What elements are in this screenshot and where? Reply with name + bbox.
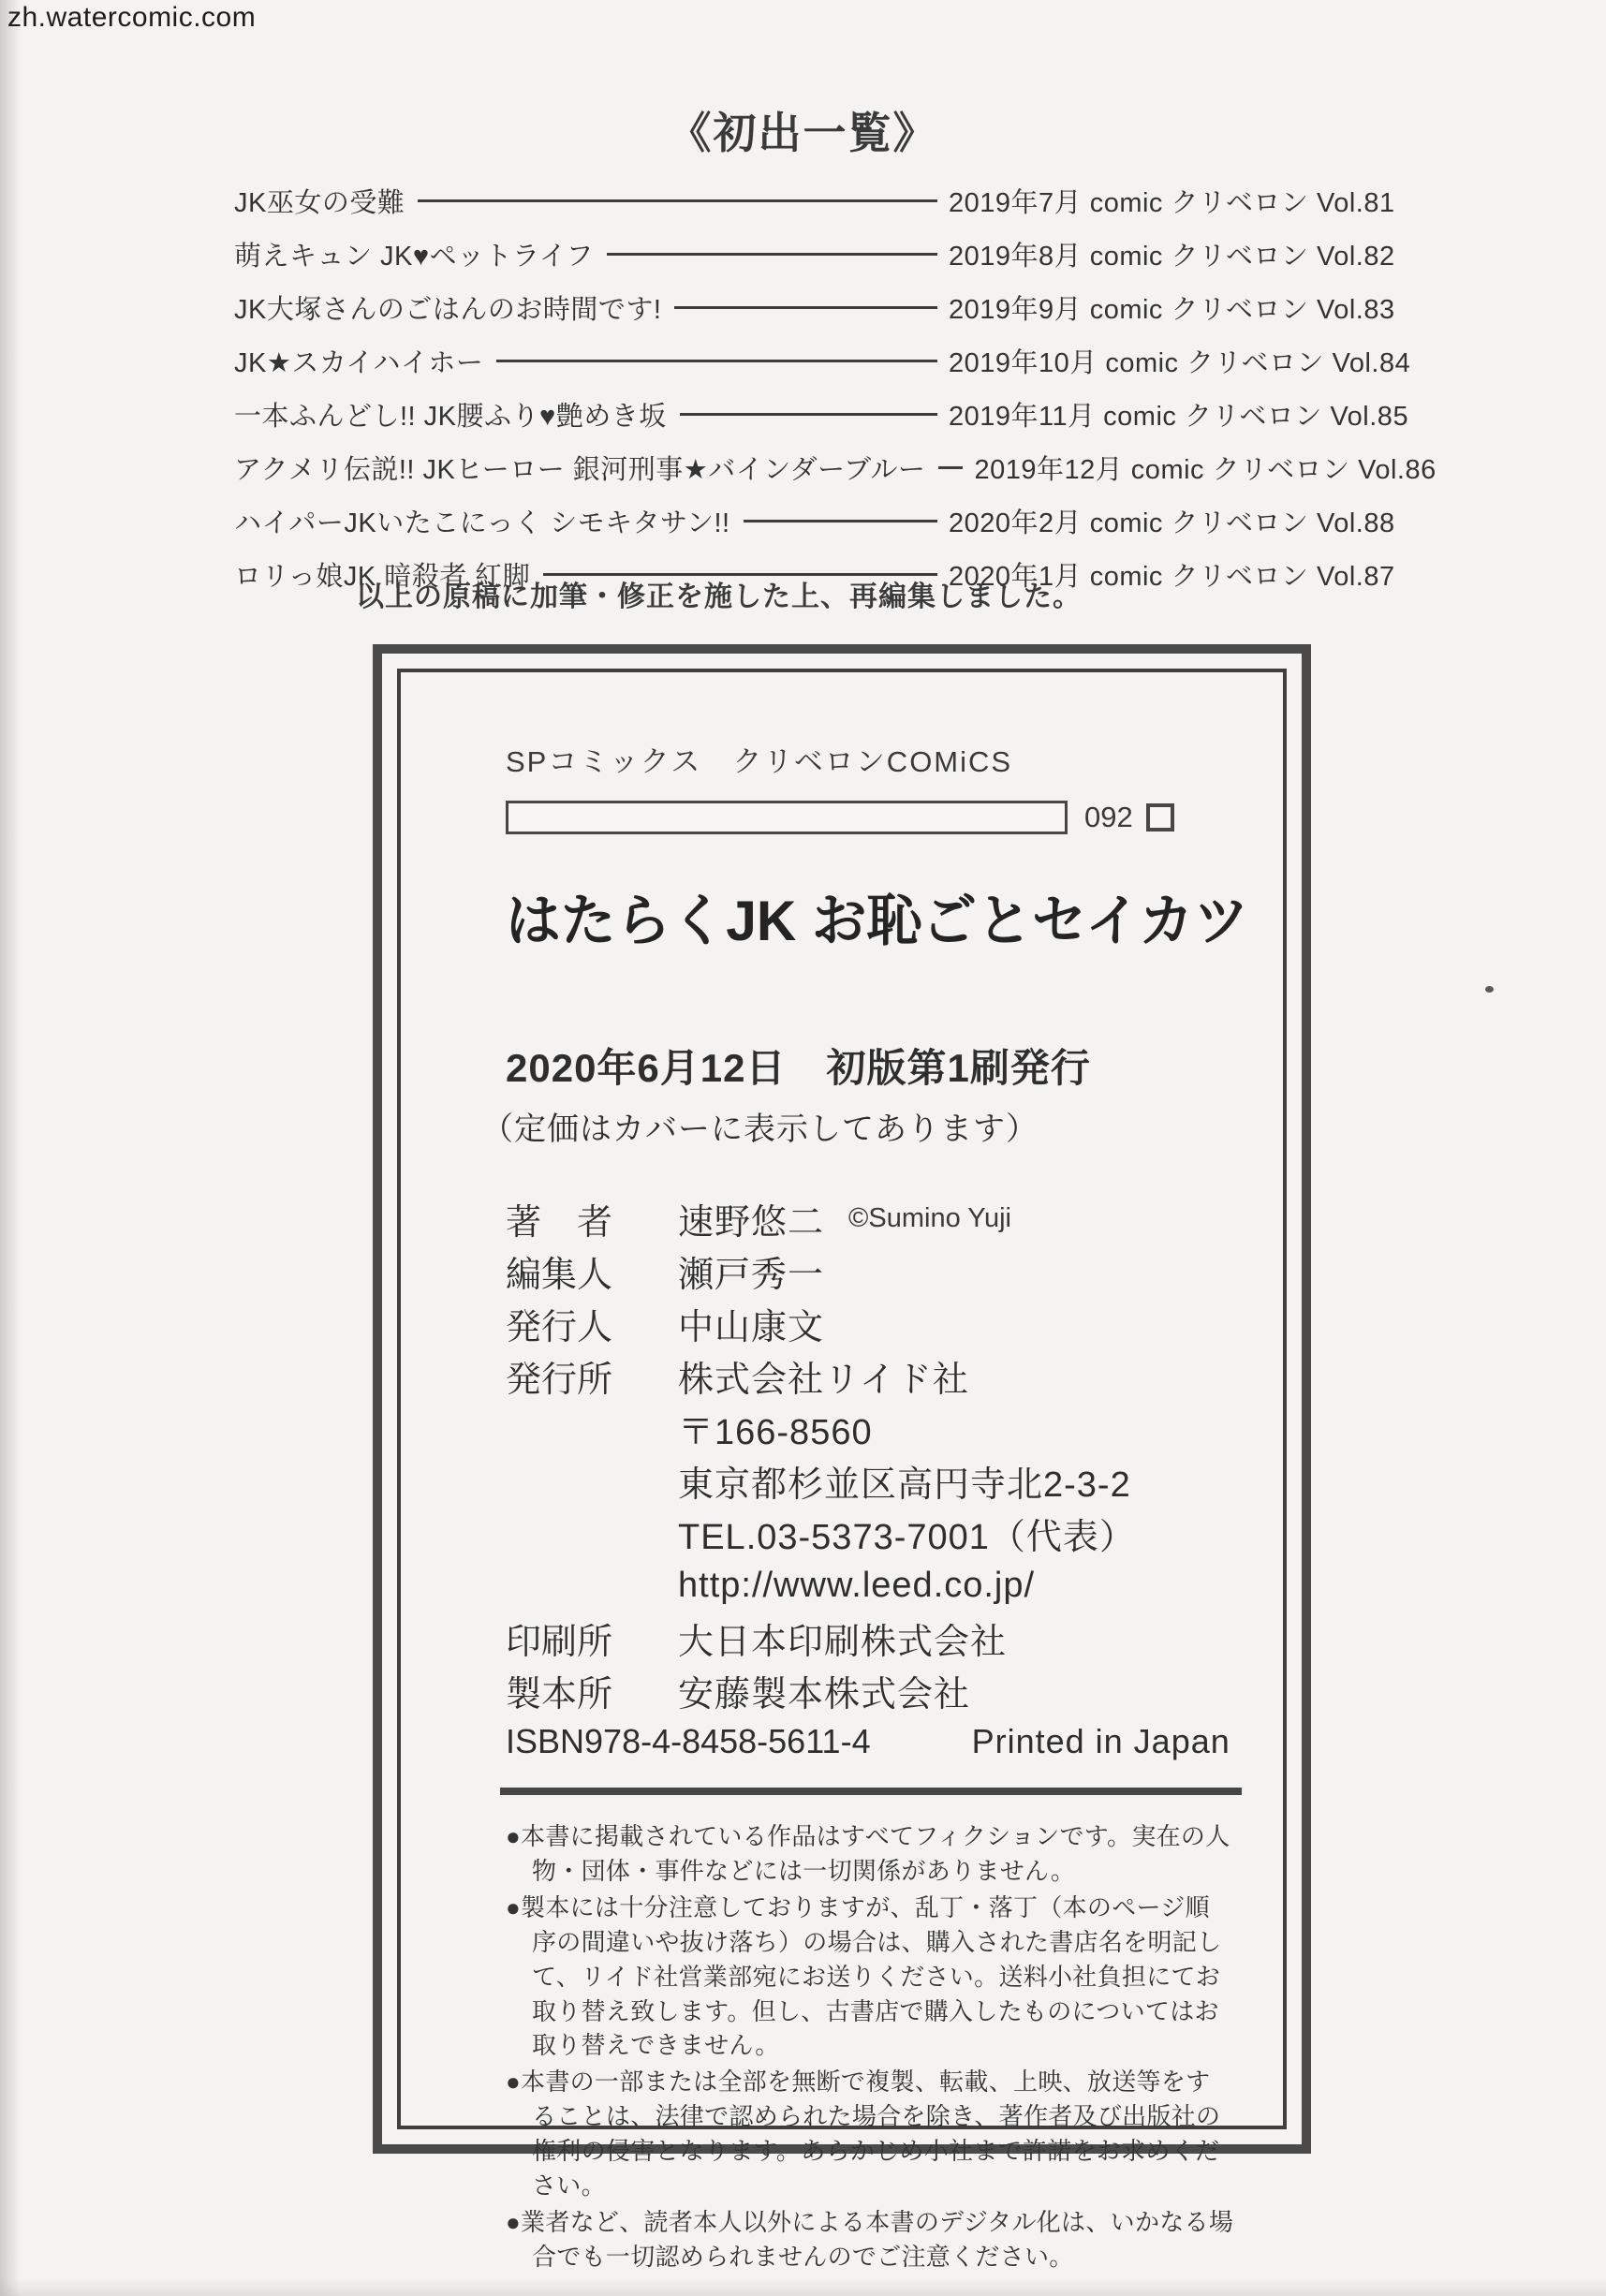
credit-label: 発行所 [506,1360,613,1400]
credit-label: 発行人 [506,1307,613,1347]
first-publication-list-title: 《初出一覧》 [668,109,938,157]
catalog-number: 092 [1084,801,1133,833]
first-publication-list [234,174,1437,601]
credit-row-telephone [506,1507,1242,1559]
credit-row-author [506,1192,1242,1244]
catalog-code-row [506,801,1242,834]
credit-value: 中山康文 [678,1307,825,1347]
chapter-source: 2019年11月 comic クリベロン Vol.85 [949,402,1409,432]
credit-value: 〒166-8560 [678,1412,873,1452]
notice-digitization: ● 業者など、読者本人以外による本書のデジタル化は、いかなる場合でも一切認められませんのでご注意ください。 [506,2205,1234,2274]
chapter-source: 2019年9月 comic クリベロン Vol.83 [949,295,1395,325]
colophon-box [373,644,1311,2271]
price-note: （定価はカバーに表示してあります） [481,1111,1039,1147]
list-item [234,388,1409,441]
leader-line [674,306,937,309]
isbn-row [506,1722,1242,1761]
checkbox-mark [1146,803,1174,832]
chapter-source: 2019年10月 comic クリベロン Vol.84 [949,348,1411,378]
list-item [234,228,1395,281]
chapter-title: 一本ふんどし!! JK腰ふり♥艶めき坂 [234,402,667,432]
credit-row-editor [506,1244,1242,1297]
chapter-source: 2020年2月 comic クリベロン Vol.88 [949,508,1395,538]
chapter-title: JK大塚さんのごはんのお時間です! [234,295,662,325]
notice-fiction: ● 本書に掲載されている作品はすべてフィクションです。実在の人物・団体・事件などには一切関係がありません。 [506,1819,1234,1889]
chapter-title: 萌えキュン JK♥ペットライフ [234,242,594,272]
chapter-title: ハイパーJKいたこにっく シモキタサン!! [234,508,730,538]
leader-line [496,360,937,362]
separator-rule [500,1788,1242,1795]
credit-row-binder [506,1664,1242,1716]
chapter-source: 2019年7月 comic クリベロン Vol.81 [949,188,1395,218]
credit-value: 速野悠二 [678,1202,825,1243]
credit-row-address [506,1454,1242,1507]
chapter-source: 2019年8月 comic クリベロン Vol.82 [949,242,1395,272]
list-item [234,174,1395,228]
credit-row-postal-code [506,1402,1242,1454]
chapter-title: アクメリ伝説!! JKヒーロー 銀河刑事★バインダーブルー [234,455,926,485]
colophon-inner-frame [397,669,1287,2271]
leader-line [938,466,963,469]
credit-label: 印刷所 [506,1622,613,1662]
credit-value: 東京都杉並区高円寺北2-3-2 [678,1464,1131,1505]
credit-row-publisher-person [506,1297,1242,1349]
publisher-url: http://www.leed.co.jp/ [678,1565,1036,1605]
series-name: SPコミックス クリベロンCOMiCS [506,745,1013,778]
edition-line: 2020年6月12日 初版第1刷発行 [506,1046,1091,1090]
credit-value: TEL.03-5373-7001（代表） [678,1517,1136,1557]
list-footnote: 以上の原稿に加筆・修正を施した上、再編集しました。 [356,581,1082,612]
credits-block [506,1192,1242,1716]
list-item [234,441,1437,494]
list-item [234,281,1395,334]
book-title: はたらくJK お恥ごとセイカツ [506,890,1249,952]
chapter-title: JK巫女の受難 [234,188,405,218]
credit-label: 編集人 [506,1255,613,1295]
scan-speck [1485,986,1494,993]
credit-row-printer [506,1612,1242,1664]
credit-label: 著 者 [506,1202,613,1243]
legal-notices [506,1819,1242,2274]
copyright-credit: ©Sumino Yuji [848,1202,1012,1233]
credit-label: 製本所 [506,1674,613,1715]
list-item [234,334,1411,388]
chapter-title: ロリっ娘JK 暗殺者 紅脚 [234,562,531,592]
list-item [234,494,1395,548]
leader-line [418,199,937,202]
chapter-source: 2019年12月 comic クリベロン Vol.86 [974,455,1437,485]
credit-value: 株式会社リイド社 [678,1360,969,1400]
blank-bar [506,801,1068,834]
chapter-source: 2020年1月 comic クリベロン Vol.87 [949,562,1395,592]
credit-value: 大日本印刷株式会社 [678,1622,1008,1662]
leader-line [607,253,937,256]
notice-defects: ● 製本には十分注意しておりますが、乱丁・落丁（本のページ順序の間違いや抜け落ち）の場合は、購入された書店名を明記して、リイド社営業部宛にお送りください。送料小社負担にてお取り替え致します。但し、古書店で購入したものについてはお取り替えできません。 [506,1891,1234,2064]
isbn-number: ISBN978-4-8458-5611-4 [506,1722,871,1760]
leader-line [744,520,937,522]
notice-copyright: ● 本書の一部または全部を無断で複製、転載、上映、放送等をすることは、法律で認められた場合を除き、著作者及び出版社の権利の侵害となります。あらかじめ小社まで許諾をお求めください。 [506,2065,1234,2203]
chapter-title: JK★スカイハイホー [234,348,484,378]
leader-line [680,413,937,416]
watermark-text: zh.watercomic.com [7,2,257,33]
credit-value: 瀬戸秀一 [678,1255,825,1295]
credit-row-publisher [506,1349,1242,1402]
credit-value: 安藤製本株式会社 [678,1674,971,1715]
credit-row-website [506,1559,1242,1612]
printed-in-japan: Printed in Japan [971,1722,1230,1760]
